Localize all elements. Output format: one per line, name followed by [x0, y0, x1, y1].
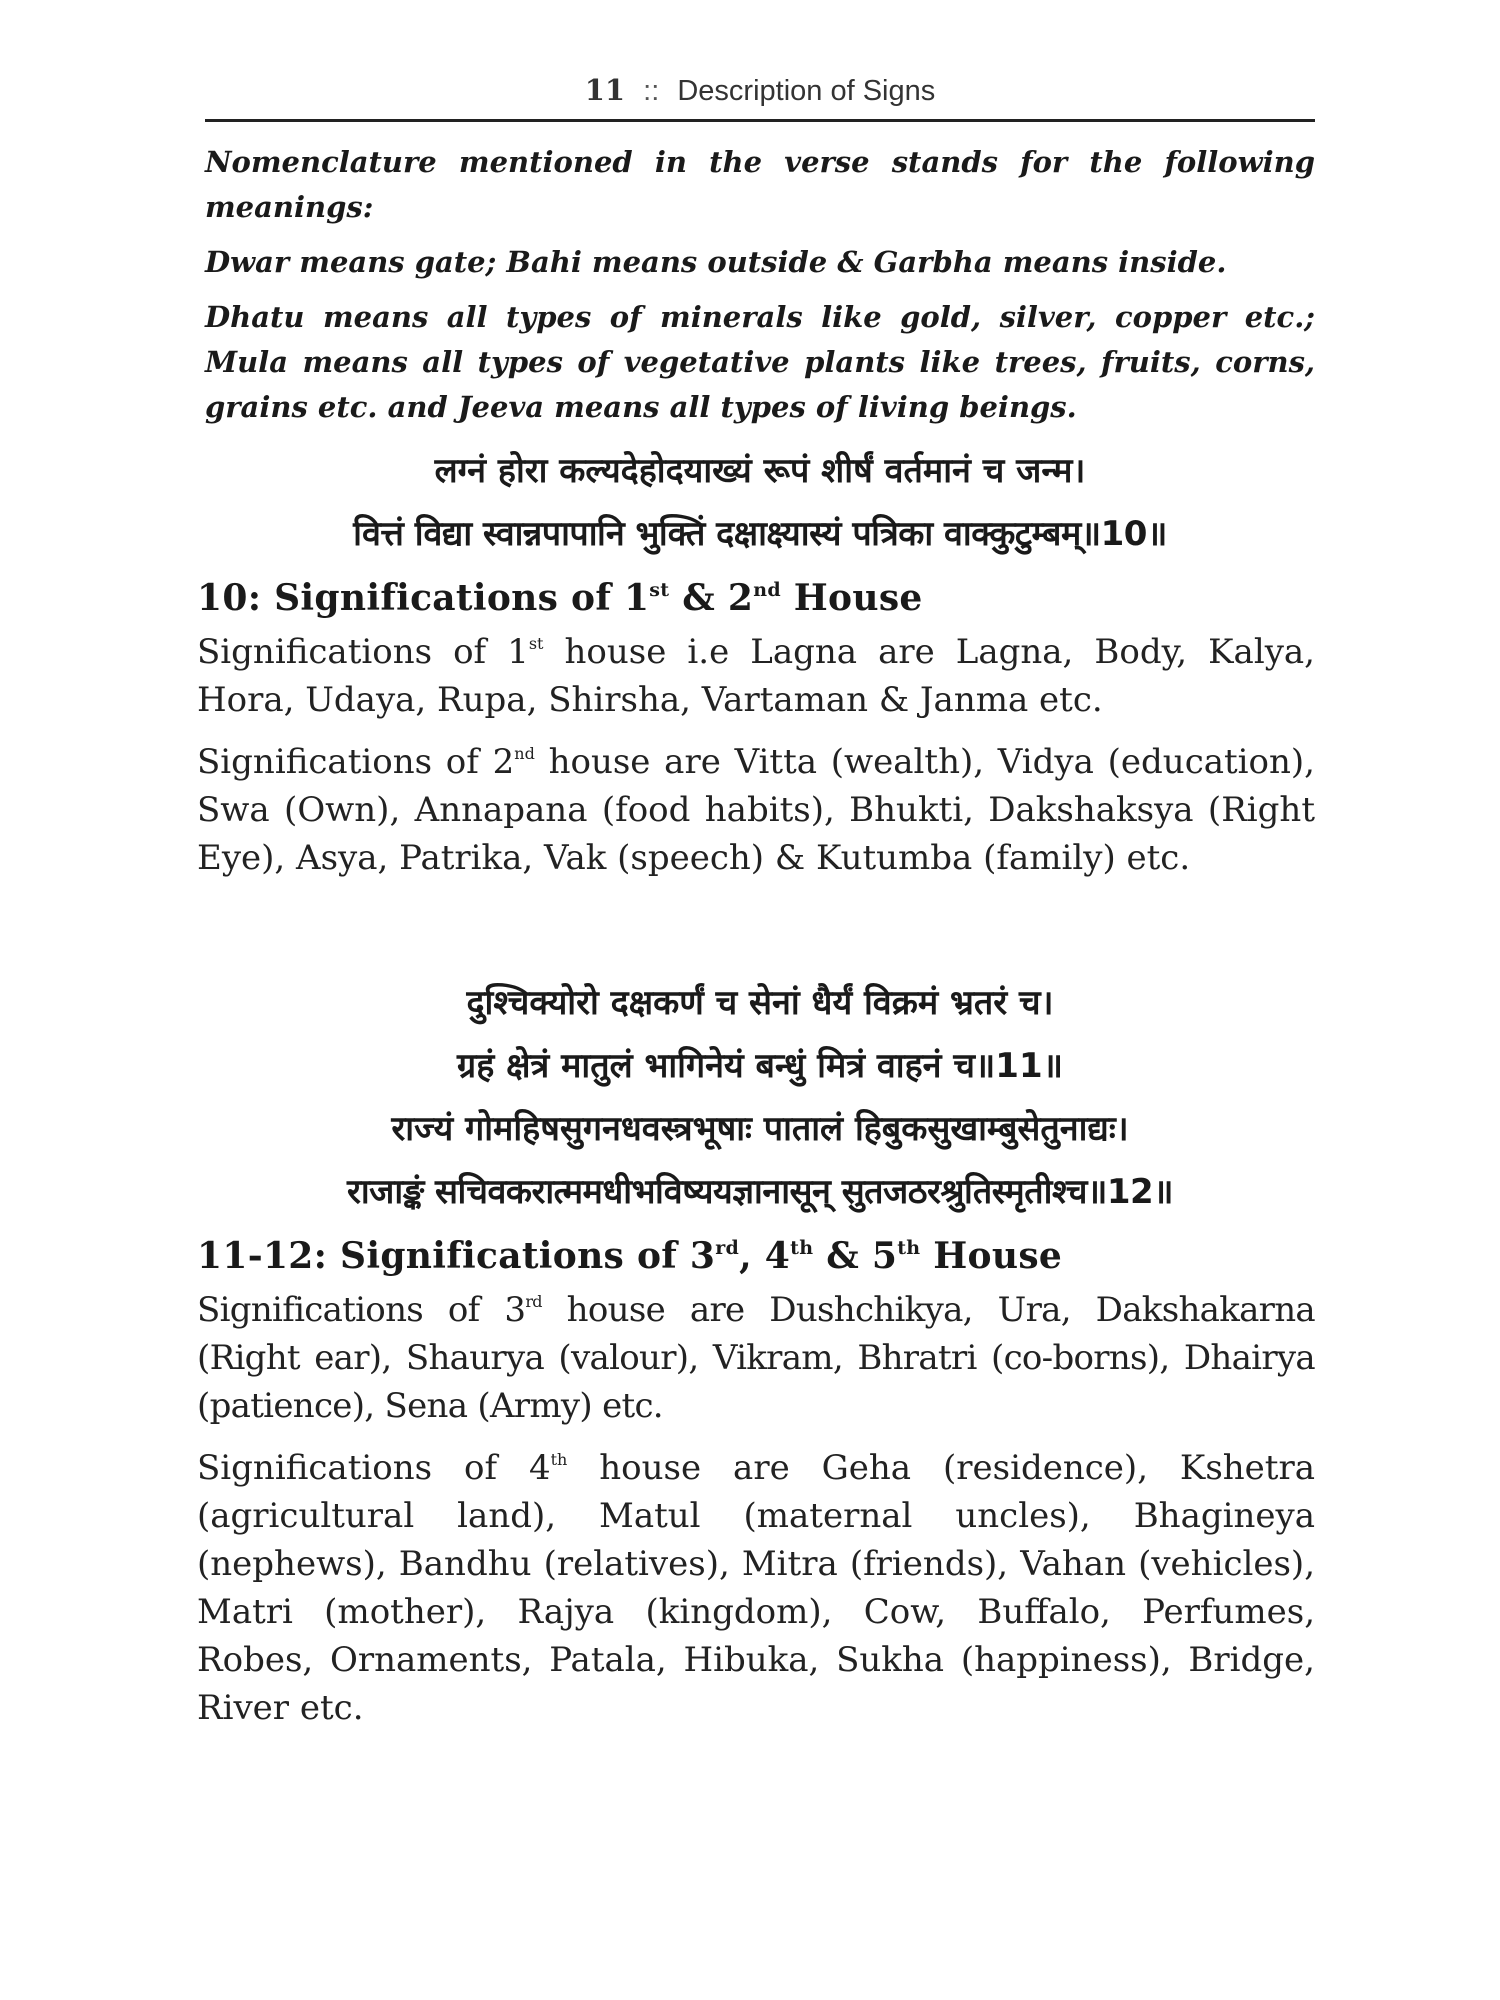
verse-12-line-1: राज्यं गोमहिषसुगनधवस्त्रभूषाः पातालं हिबुकसुखाम्बुसेतुनाद्यः। [391, 1109, 1129, 1149]
heading-section-11-12: 11-12: Significations of 3rd, 4th & 5th House [197, 1235, 1063, 1277]
page-number: 11 [584, 73, 626, 107]
verse-12-line-2: राजाङ्कं सचिवकरात्ममधीभविष्ययज्ञानासून् सुतजठरश्रुतिस्मृतीश्च॥12॥ [346, 1172, 1174, 1212]
section-gap [205, 896, 1315, 964]
note-dhatu: Dhatu means all types of minerals like gold, silver, copper etc.; Mula means all types of vegetative plants like trees, fruits, corns, grains etc. and Jeeva means all types of living beings. [205, 300, 1315, 424]
paragraph-3rd-house: Significations of 3rd house are Dushchikya, Ura, Dakshakarna (Right ear), Shaurya (valour), Vikram, Bhratri (co-borns), Dhairya (patience), Sena (Army) etc. [197, 1290, 1316, 1426]
paragraph-4th-house: Significations of 4th house are Geha (residence), Kshetra (agricultural land), Matul (maternal uncles), Bhagineya (nephews), Bandhu (relatives), Mitra (friends), Vahan (vehicles), Matri (mother), Rajya (kingdom), Cow, Buffalo, Perfumes, Robes, Ornaments, Patala, Hibuka, Sukha (happiness), Bridge, River etc. [197, 1448, 1315, 1728]
verse-10-line-1: लग्नं होरा कल्यदेहोदयाख्यं रूपं शीर्षं वर्तमानं च जन्म। [434, 451, 1086, 491]
verse-11-line-1: दुश्चिक्योरो दक्षकर्णं च सेनां धैर्यं विक्रमं भ्रतरं च। [466, 983, 1054, 1023]
heading-section-10: 10: Significations of 1st & 2nd House [197, 577, 923, 619]
note-dwar: Dwar means gate; Bahi means outside & Garbha means inside. [205, 245, 1227, 279]
verse-10 [205, 440, 1315, 566]
verse-11-line-2: ग्रहं क्षेत्रं मातुलं भागिनेयं बन्धुं मित्रं वाहनं च॥11॥ [457, 1046, 1063, 1086]
paragraph-1st-house: Significations of 1st house i.e Lagna are Lagna, Body, Kalya, Hora, Udaya, Rupa, Shirsha, Vartaman & Janma etc. [197, 632, 1315, 720]
page [197, 70, 1316, 1746]
paragraph-2nd-house: Significations of 2nd house are Vitta (wealth), Vidya (education), Swa (Own), Annapana (food habits), Bhukti, Dakshaksya (Right Eye), Asya, Patrika, Vak (speech) & Kutumba (family) etc. [197, 742, 1315, 878]
header-separator: :: [643, 75, 660, 107]
verse-10-line-2: वित्तं विद्या स्वान्नपापानि भुक्तिं दक्षाक्ष्यास्यं पत्रिका वाक्कुटुम्बम्॥10॥ [353, 514, 1167, 554]
verse-11-12 [205, 972, 1315, 1224]
chapter-title: Description of Signs [677, 75, 936, 107]
note-nomenclature: Nomenclature mentioned in the verse stands for the following meanings: [205, 145, 1315, 224]
running-header [205, 70, 1315, 122]
